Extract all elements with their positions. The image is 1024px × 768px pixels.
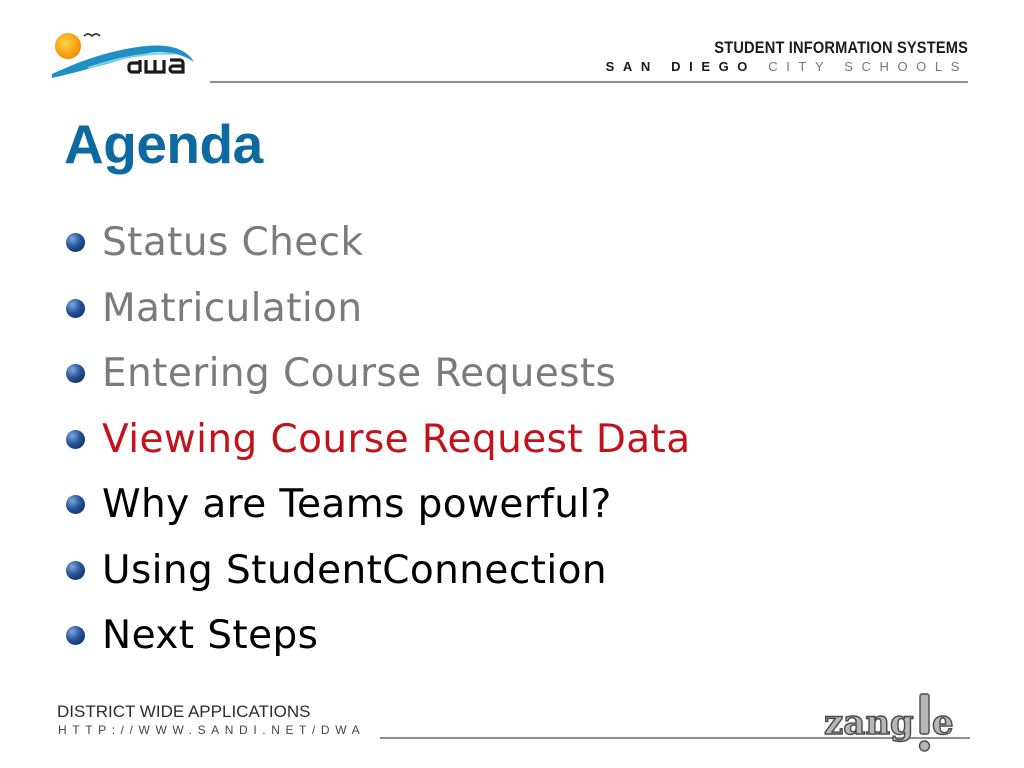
header-divider xyxy=(210,81,968,83)
agenda-list xyxy=(66,210,691,669)
svg-text:zang: zang xyxy=(824,703,914,743)
footer-org-name: DISTRICT WIDE APPLICATIONS xyxy=(57,702,311,721)
agenda-item xyxy=(66,210,691,276)
bullet-icon xyxy=(66,561,85,580)
dwa-logo-text xyxy=(129,60,183,72)
svg-text:e: e xyxy=(932,703,954,743)
sun-icon xyxy=(55,33,81,59)
dwa-logo xyxy=(48,22,218,84)
agenda-item-label: Matriculation xyxy=(102,285,363,331)
agenda-item xyxy=(66,472,691,538)
bullet-icon xyxy=(66,233,85,252)
agenda-item-label: Viewing Course Request Data xyxy=(102,416,691,462)
zangle-logo xyxy=(822,684,964,756)
agenda-item xyxy=(66,341,691,407)
bullet-icon xyxy=(66,430,85,449)
page-title: Agenda xyxy=(64,113,263,175)
bird-icon xyxy=(84,34,100,36)
district-name xyxy=(606,59,968,74)
bullet-icon xyxy=(66,299,85,318)
agenda-item-label: Status Check xyxy=(102,220,364,266)
agenda-item-label: Entering Course Requests xyxy=(102,351,617,397)
agenda-item xyxy=(66,407,691,473)
district-name-bold: SAN DIEGO xyxy=(605,59,757,74)
footer-url: HTTP://WWW.SANDI.NET/DWA xyxy=(58,723,366,737)
bullet-icon xyxy=(66,495,85,514)
agenda-item xyxy=(66,538,691,604)
agenda-item-label: Using StudentConnection xyxy=(102,547,607,593)
agenda-item-label: Why are Teams powerful? xyxy=(102,482,612,528)
bullet-icon xyxy=(66,626,85,645)
agenda-item xyxy=(66,276,691,342)
bullet-icon xyxy=(66,364,85,383)
agenda-item xyxy=(66,603,691,669)
agenda-item-label: Next Steps xyxy=(102,613,319,659)
sis-title: STUDENT INFORMATION SYSTEMS xyxy=(714,38,968,57)
district-name-rest: CITY SCHOOLS xyxy=(768,59,968,74)
